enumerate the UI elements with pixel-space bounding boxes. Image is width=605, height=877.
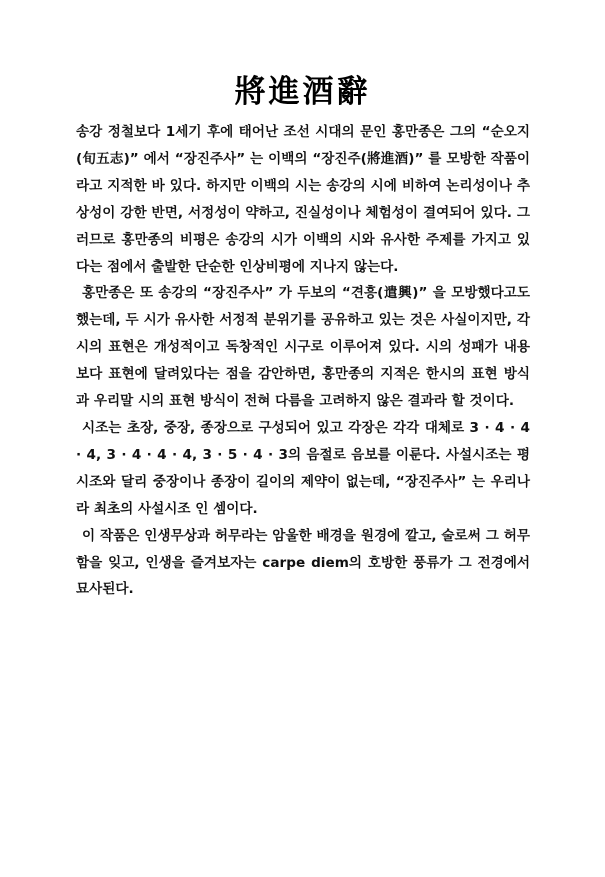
paragraph-1: 송강 정철보다 1세기 후에 태어난 조선 시대의 문인 홍만종은 그의 “순오지(旬五志)” 에서 “장진주사” 는 이백의 “장진주(將進酒)” 를 모방한 작품이라고 지적한 바 있다. 하지만 이백의 시는 송강의 시에 비하여 논리성이나 추상성이 강한 반면, 서정성이 약하고, 진실성이나 체험성이 결여되어 있다. 그러므로 홍만종의 비평은 송강의 시가 이백의 시와 유사한 주제를 가지고 있다는 점에서 출발한 단순한 인상비평에 지나지 않는다. <box>76 124 530 275</box>
paragraph-4: 이 작품은 인생무상과 허무라는 암울한 배경을 원경에 깔고, 술로써 그 허무함을 잊고, 인생을 즐겨보자는 carpe diem의 호방한 풍류가 그 전경에서 묘사된다. <box>76 527 530 598</box>
paragraph-3: 시조는 초장, 중장, 종장으로 구성되어 있고 각장은 각각 대체로 3 · 4 · 4 · 4, 3 · 4 · 4 · 4, 3 · 5 · 4 · 3의 음절로 음보를 이룬다. 사설시조는 평시조와 달리 중장이나 종장이 길이의 제약이 없는데, “장진주사” 는 우리나라 최초의 사설시조 인 셈이다. <box>76 419 530 517</box>
paragraph-2: 홍만종은 또 송강의 “장진주사” 가 두보의 “견흥(遣興)” 을 모방했다고도 했는데, 두 시가 유사한 서정적 분위기를 공유하고 있는 것은 사실이지만, 각 시의 표현은 개성적이고 독창적인 시구로 이루어져 있다. 시의 성패가 내용보다 표현에 달려있다는 점을 감안하면, 홍만종의 지적은 한시의 표현 방식과 우리말 시의 표현 방식이 전혀 다름을 고려하지 않은 결과라 할 것이다. <box>76 285 530 410</box>
document-title: 將進酒辭 <box>234 74 371 110</box>
document-body <box>76 119 530 603</box>
